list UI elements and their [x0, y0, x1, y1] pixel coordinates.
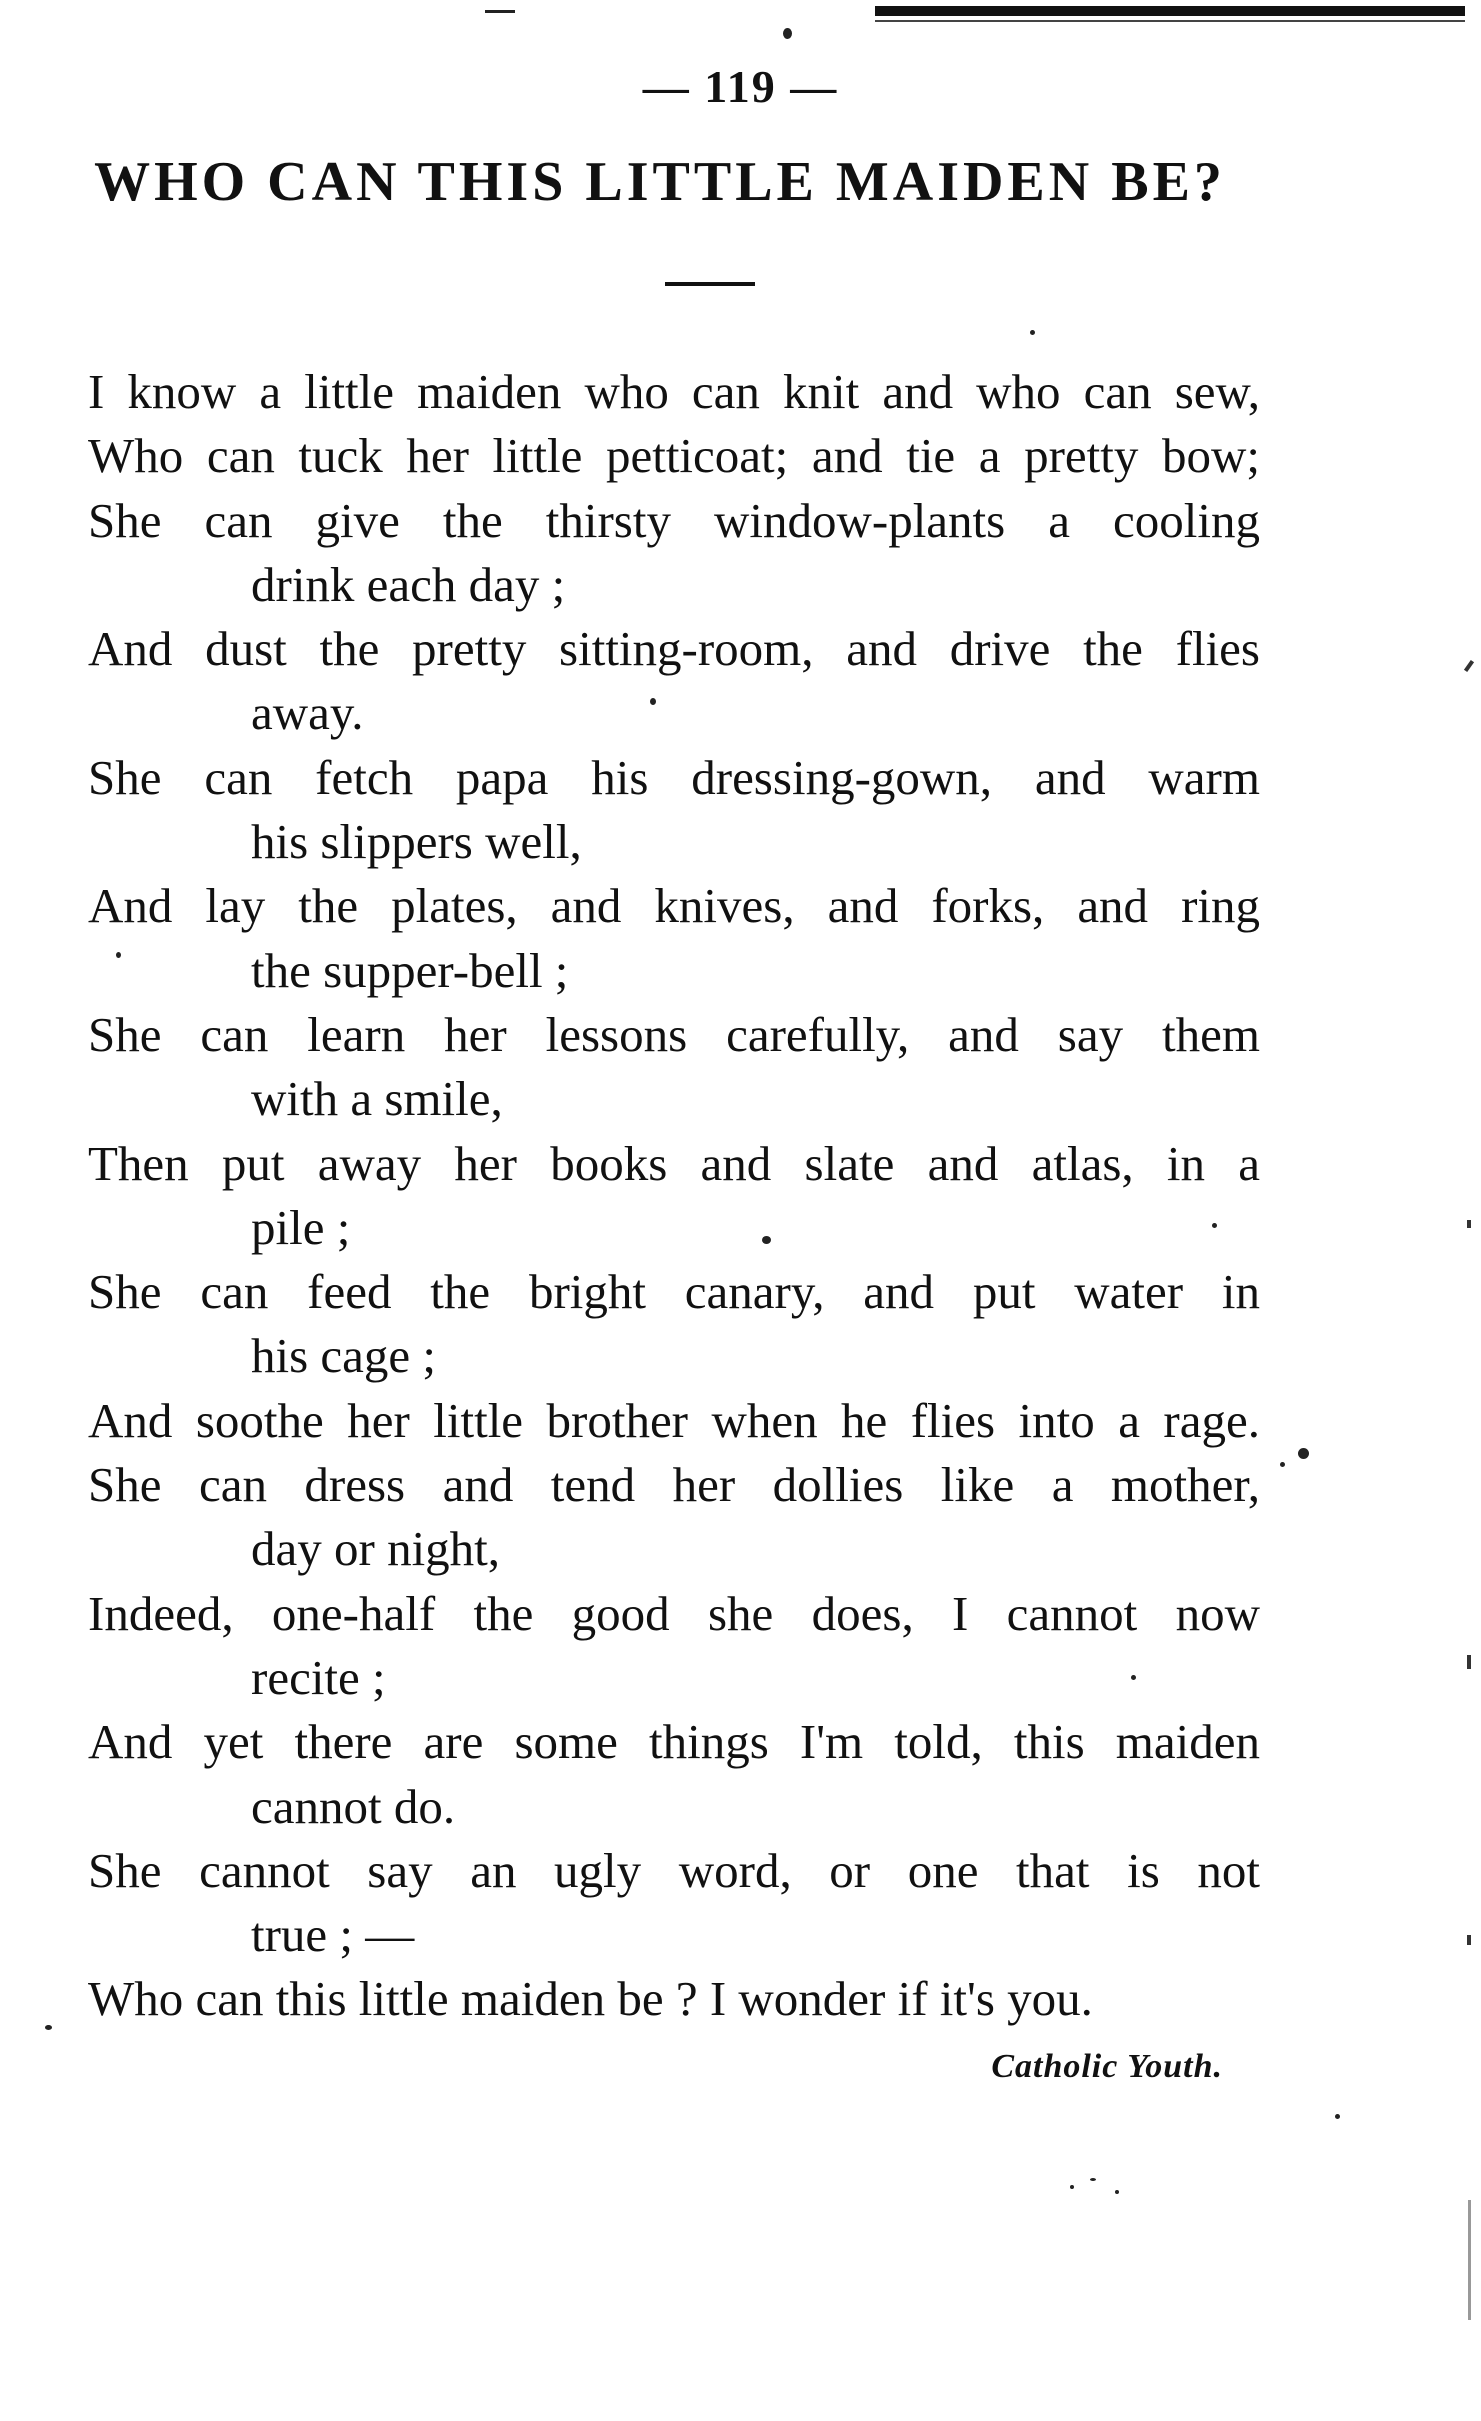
scan-mark	[485, 10, 515, 13]
scan-speck	[45, 2025, 52, 2030]
scan-speck	[762, 1236, 771, 1244]
poem-line: She can feed the bright canary, and put water in	[88, 1264, 1260, 1320]
poem-line-continuation: drink each day ;	[251, 556, 566, 612]
poem-line: She can learn her lessons carefully, and say them	[88, 1006, 1260, 1062]
scan-edge-mark	[1467, 1655, 1471, 1669]
scan-speck	[1090, 2178, 1096, 2181]
poem-line: Then put away her books and slate and atlas, in a	[88, 1135, 1260, 1191]
scan-speck	[1131, 1675, 1136, 1680]
poem-line: Indeed, one-half the good she does, I cannot now	[88, 1585, 1260, 1641]
scan-speck	[1335, 2114, 1340, 2119]
poem-line-continuation: cannot do.	[251, 1778, 456, 1834]
scan-edge-mark	[1467, 1935, 1471, 1945]
scan-speck	[650, 698, 656, 705]
poem-line-continuation: true ; —	[251, 1907, 415, 1963]
poem-line: And yet there are some things I'm told, this maiden	[88, 1714, 1260, 1770]
poem-line: She cannot say an ugly word, or one that is not	[88, 1842, 1260, 1898]
scan-speck	[1212, 1223, 1217, 1228]
scan-border-rule-thin	[875, 20, 1465, 22]
poem-line-continuation: his cage ;	[251, 1328, 437, 1384]
scan-edge-mark	[1467, 1220, 1471, 1228]
scan-edge-mark	[1468, 2200, 1471, 2320]
poem-line: Who can this little maiden be ? I wonder if it's you.	[88, 1971, 1093, 2027]
scan-speck	[1298, 1448, 1309, 1459]
poem-line: She can give the thirsty window-plants a cooling	[88, 492, 1260, 548]
poem-title: WHO CAN THIS LITTLE MAIDEN BE?	[94, 151, 1226, 213]
scan-border-rule	[875, 6, 1465, 16]
poem-attribution: Catholic Youth.	[991, 2048, 1223, 2085]
poem-line: And lay the plates, and knives, and forks, and ring	[88, 878, 1260, 934]
scan-speck	[1280, 1462, 1285, 1467]
title-divider	[665, 282, 755, 286]
poem-line: And soothe her little brother when he flies into a rage.	[88, 1392, 1260, 1448]
poem-line: I know a little maiden who can knit and who can sew,	[88, 364, 1260, 419]
poem-line: And dust the pretty sitting-room, and drive the flies	[88, 621, 1260, 677]
scan-speck	[116, 952, 121, 958]
poem-line-continuation: pile ;	[251, 1199, 351, 1255]
poem-line-continuation: the supper-bell ;	[251, 942, 569, 998]
scan-speck	[1030, 330, 1035, 335]
poem-line-continuation: with a smile,	[251, 1071, 503, 1127]
poem-body	[88, 360, 1260, 2032]
poem-line: She can fetch papa his dressing-gown, and warm	[88, 749, 1260, 805]
poem-line: Who can tuck her little petticoat; and tie a pretty bow;	[88, 428, 1260, 484]
poem-line-continuation: away.	[251, 685, 364, 741]
scan-edge-mark	[1464, 660, 1474, 672]
poem-line: She can dress and tend her dollies like a mother,	[88, 1457, 1260, 1513]
poem-line-continuation: recite ;	[251, 1649, 386, 1705]
poem-line-continuation: his slippers well,	[251, 814, 582, 870]
page-number: — 119 —	[642, 61, 839, 112]
scan-speck	[783, 28, 792, 39]
poem-line-continuation: day or night,	[251, 1521, 501, 1577]
scan-speck	[1115, 2190, 1119, 2194]
scan-speck	[1070, 2185, 1074, 2189]
